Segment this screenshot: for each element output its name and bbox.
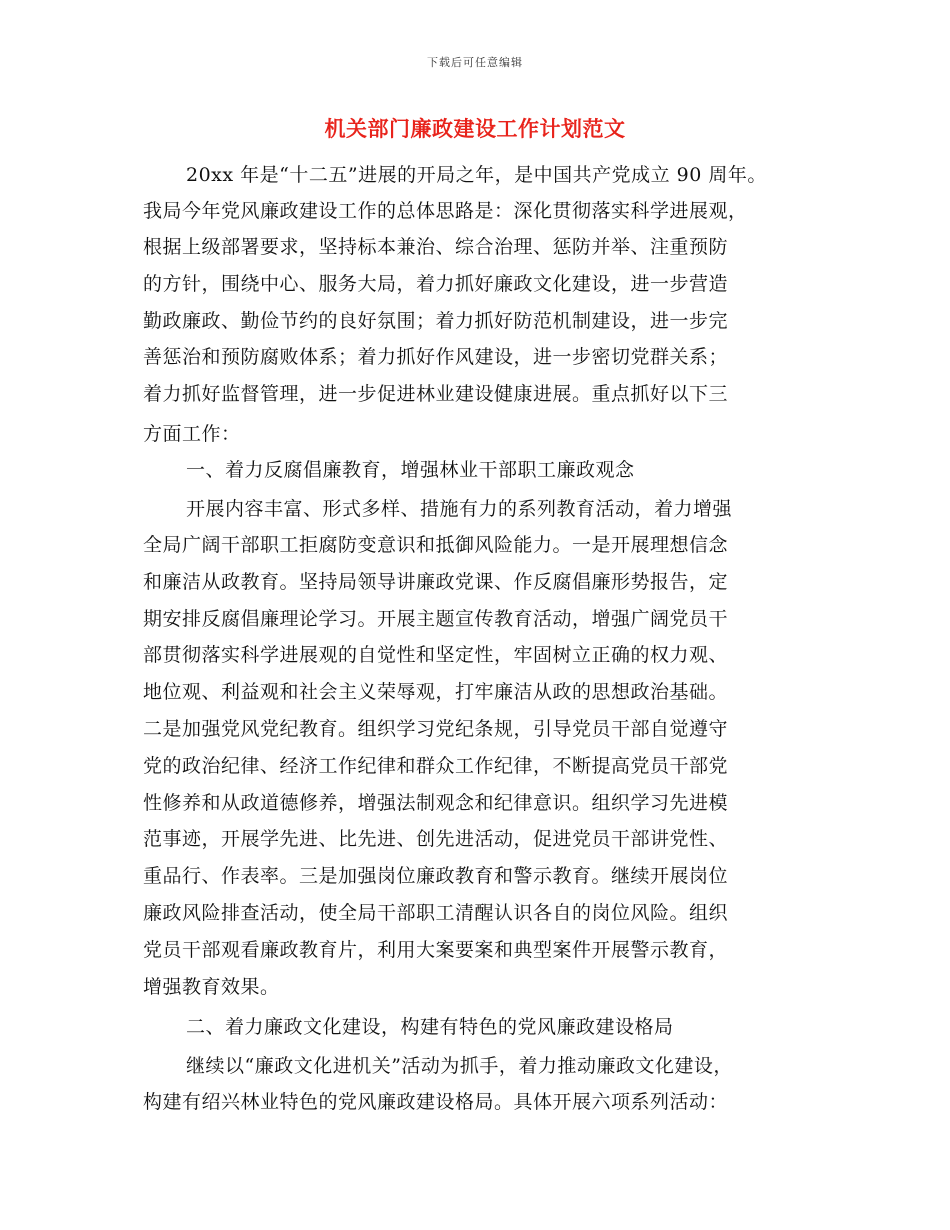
body-line: 党员干部观看廉政教育片，利用大案要案和典型案件开展警示教育， [143,939,729,961]
body-line: 继续以“廉政文化进机关”活动为抓手，着力推动廉政文化建设， [186,1055,733,1077]
body-line: 性修养和从政道德修养，增强法制观念和纪律意识。组织学习先进模 [143,792,729,814]
body-line: 勤政廉政、勤俭节约的良好氛围；着力抓好防范机制建设，进一步完 [143,310,729,332]
body-line: 根据上级部署要求，坚持标本兼治、综合治理、惩防并举、注重预防 [143,236,729,258]
body-line: 廉政风险排查活动，使全局干部职工清醒认识各自的岗位风险。组织 [143,902,729,924]
body-line: 方面工作： [143,423,241,445]
document-title: 机关部门廉政建设工作计划范文 [324,116,626,141]
body-line: 构建有绍兴林业特色的党风廉政建设格局。具体开展六项系列活动： [143,1091,729,1113]
body-line: 党的政治纪律、经济工作纪律和群众工作纪律，不断提高党员干部党 [143,755,729,777]
section-heading: 一、着力反腐倡廉教育，增强林业干部职工廉政观念 [186,459,635,481]
body-line: 二是加强党风党纪教育。组织学习党纪条规，引导党员干部自觉遵守 [143,718,729,740]
section-heading: 二、着力廉政文化建设，构建有特色的党风廉政建设格局 [186,1016,674,1038]
body-line: 的方针，围绕中心、服务大局，着力抓好廉政文化建设，进一步营造 [143,273,729,295]
body-line: 全局广阔干部职工拒腐防变意识和抵御风险能力。一是开展理想信念 [143,534,729,556]
body-line: 部贯彻落实科学进展观的自觉性和坚定性，牢固树立正确的权力观、 [143,644,729,666]
body-line: 重品行、作表率。三是加强岗位廉政教育和警示教育。继续开展岗位 [143,865,729,887]
body-line: 着力抓好监督管理，进一步促进林业建设健康进展。重点抓好以下三 [143,383,729,405]
body-line: 增强教育效果。 [143,976,280,998]
body-line: 地位观、利益观和社会主义荣辱观，打牢廉洁从政的思想政治基础。 [143,681,729,703]
body-line: 期安排反腐倡廉理论学习。开展主题宣传教育活动，增强广阔党员干 [143,608,729,630]
header-note: 下载后可任意编辑 [427,56,523,69]
body-line: 善惩治和预防腐败体系；着力抓好作风建设，进一步密切党群关系； [143,346,729,368]
body-line: 20xx 年是“十二五”进展的开局之年，是中国共产党成立 90 周年。 [186,164,767,186]
body-line: 和廉洁从政教育。坚持局领导讲廉政党课、作反腐倡廉形势报告，定 [143,571,729,593]
body-line: 开展内容丰富、形式多样、措施有力的系列教育活动，着力增强 [186,498,733,520]
body-line: 我局今年党风廉政建设工作的总体思路是：深化贯彻落实科学进展观， [143,200,748,222]
body-line: 范事迹，开展学先进、比先进、创先进活动，促进党员干部讲党性、 [143,828,729,850]
